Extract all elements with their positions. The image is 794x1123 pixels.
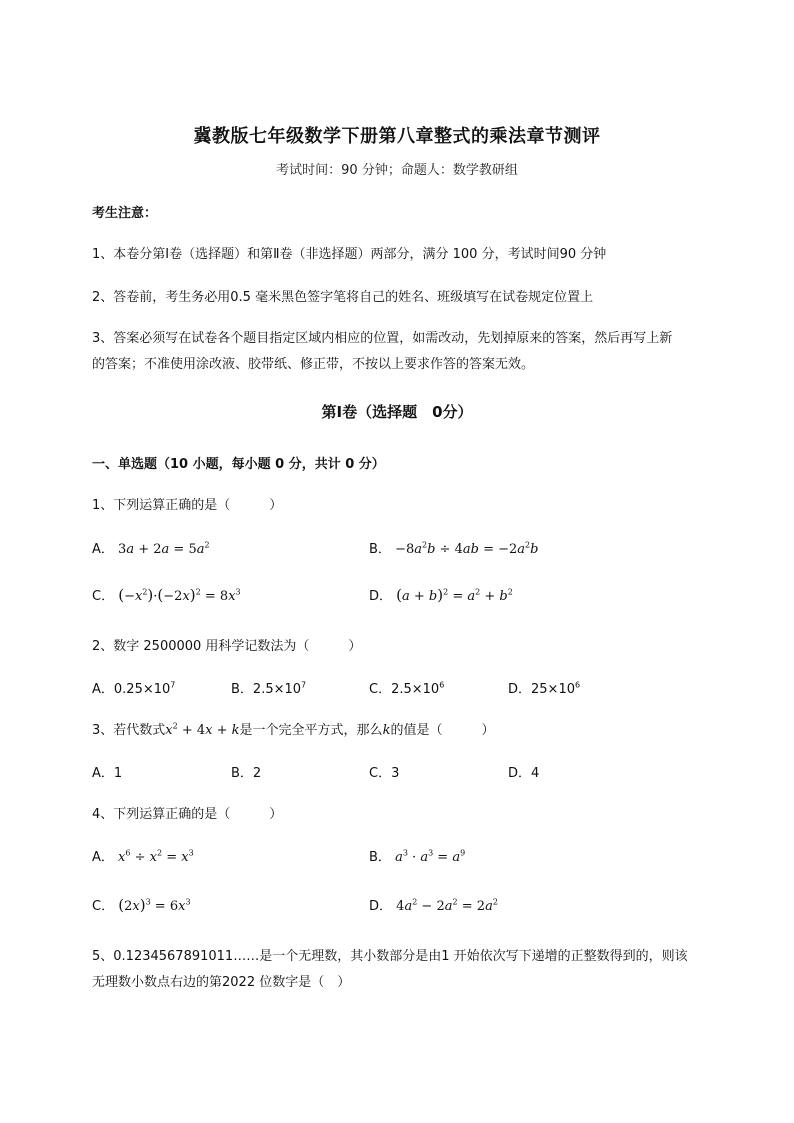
notice-item-3: 3、答案必须写在试卷各个题目指定区域内相应的位置，如需改动，先划掉原来的答案，然后再写上新: [92, 331, 673, 346]
formula: $3a + 2a = 5a^2$: [118, 540, 210, 557]
formula: $(a + b)^2 = a^2 + b^2$: [396, 586, 513, 604]
formula: k: [382, 723, 391, 738]
formula: $x^2 + 4x + k$: [165, 721, 240, 738]
stem-text: 是一个完全平方式，那么: [239, 723, 383, 738]
section-title: 第Ⅰ卷（选择题 0分）: [321, 403, 473, 421]
question-4-option-b: [369, 846, 465, 865]
question-3-stem: [92, 719, 494, 738]
question-2-option-c: [369, 678, 444, 697]
question-4-option-d: [369, 895, 498, 914]
formula: $4a^2 - 2a^2 = 2a^2$: [396, 897, 498, 914]
question-4-option-a: [92, 846, 194, 865]
question-4-option-c: [92, 895, 191, 914]
formula: $(2x)^3 = 6x^3$: [118, 896, 191, 914]
option-label: D．: [369, 589, 393, 604]
option-label: B．: [369, 850, 391, 865]
formula: $-8a^2b \div 4ab = -2a^2b$: [395, 540, 539, 557]
question-4-stem: 4、下列运算正确的是（ ）: [92, 807, 283, 822]
question-3-option-c: C．3: [369, 766, 400, 781]
question-1-option-d: [369, 585, 513, 604]
question-2-option-b: [231, 678, 306, 697]
option-label: C．: [92, 589, 115, 604]
notice-item-1: 1、本卷分第Ⅰ卷（选择题）和第Ⅱ卷（非选择题）两部分，满分 100 分，考试时间90 分钟: [92, 247, 607, 262]
option-label: A．: [92, 542, 114, 557]
exam-info: 考试时间：90 分钟；命题人：数学教研组: [276, 163, 518, 178]
exponent: 6: [439, 680, 445, 690]
question-1-option-b: [369, 538, 538, 557]
question-2-option-d: [508, 678, 580, 697]
option-label: C．: [92, 899, 115, 914]
question-1-option-c: [92, 585, 241, 604]
option-label: B．: [369, 542, 391, 557]
option-text: B．2.5×10: [231, 682, 302, 697]
stem-text: 的值是（ ）: [390, 723, 495, 738]
option-label: A．: [92, 850, 114, 865]
question-2-stem: 2、数字 2500000 用科学记数法为（ ）: [92, 639, 362, 654]
page-title: 冀教版七年级数学下册第八章整式的乘法章节测评: [193, 126, 601, 147]
exponent: 6: [575, 680, 581, 690]
formula: $(-x^2)\cdot(-2x)^2 = 8x^3$: [118, 586, 241, 604]
notice-item-2: 2、答卷前，考生务必用0.5 毫米黑色签字笔将自己的姓名、班级填写在试卷规定位置上: [92, 290, 594, 305]
exponent: 7: [170, 680, 176, 690]
question-1-stem: 1、下列运算正确的是（ ）: [92, 498, 283, 513]
question-1-option-a: [92, 538, 210, 557]
question-5-stem-continued: 无理数小数点右边的第2022 位数字是（ ）: [92, 975, 351, 990]
question-3-option-d: D．4: [508, 766, 540, 781]
notice-heading: 考生注意：: [92, 206, 158, 221]
question-2-option-a: [92, 678, 175, 697]
option-text: D．25×10: [508, 682, 575, 697]
option-text: A．0.25×10: [92, 682, 171, 697]
formula: $x^6 \div x^2 = x^3$: [118, 848, 194, 865]
question-3-option-b: B．2: [231, 766, 262, 781]
question-5-stem: 5、0.1234567891011……是一个无理数，其小数部分是由1 开始依次写下递增的正整数得到的，则该: [92, 949, 688, 964]
option-text: C．2.5×10: [369, 682, 440, 697]
notice-item-3-continued: 的答案；不准使用涂改液、胶带纸、修正带，不按以上要求作答的答案无效。: [92, 357, 535, 372]
stem-text: 3、若代数式: [92, 723, 166, 738]
question-3-option-a: A．1: [92, 766, 123, 781]
option-label: D．: [369, 899, 393, 914]
exponent: 7: [301, 680, 307, 690]
formula: $a^3 \cdot a^3 = a^9$: [395, 848, 466, 865]
part-title: 一、单选题（10 小题，每小题 0 分，共计 0 分）: [92, 457, 385, 472]
